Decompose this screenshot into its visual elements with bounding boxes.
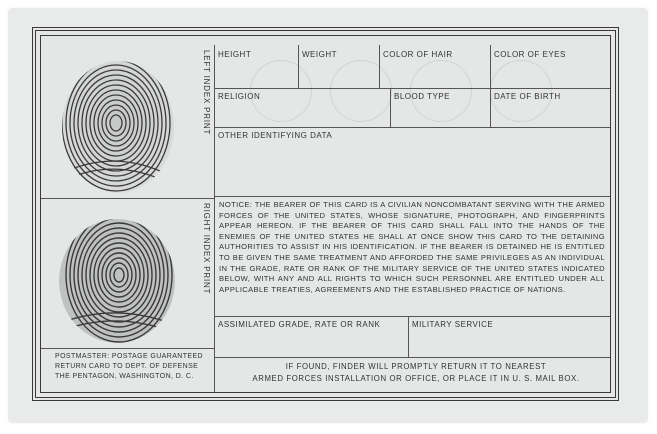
right-index-print-label: RIGHT INDEX PRINT [202, 203, 211, 295]
col-divider [490, 88, 491, 128]
left-fingerprint [58, 55, 178, 195]
watermark-seal [410, 60, 472, 122]
return-notice-line: ARMED FORCES INSTALLATION OR OFFICE, OR PLACE IT IN U. S. MAIL BOX. [252, 374, 580, 383]
row-divider [214, 357, 610, 358]
postmaster-line: RETURN CARD TO DEPT. OF DEFENSE [55, 363, 199, 370]
postmaster-line: POSTMASTER: POSTAGE GUARANTEED [55, 353, 204, 360]
row-divider [214, 127, 610, 128]
return-notice-line: IF FOUND, FINDER WILL PROMPTLY RETURN IT TO NEAREST [285, 362, 547, 371]
other-data-label: OTHER IDENTIFYING DATA [218, 131, 333, 140]
eye-color-label: COLOR OF EYES [494, 50, 566, 59]
height-label: HEIGHT [218, 50, 252, 59]
postmaster-divider [41, 348, 215, 349]
watermark-seal [330, 60, 392, 122]
postmaster-line: THE PENTAGON, WASHINGTON, D. C. [55, 373, 194, 380]
row-divider [214, 88, 610, 89]
blood-type-label: BLOOD TYPE [394, 92, 450, 101]
row-divider [214, 316, 610, 317]
military-service-label: MILITARY SERVICE [412, 320, 494, 329]
weight-label: WEIGHT [302, 50, 337, 59]
postmaster-instructions [55, 352, 215, 382]
noncombatant-notice: NOTICE: THE BEARER OF THIS CARD IS A CIVILIAN NONCOMBATANT SERVING WITH THE ARMED FORCES OF THE UNITED STATES, WHOSE SIGNATURE, PHOTOGRAPH, AND FINGERPRINTS APPEAR HEREON. IF THE BEARER OF THIS CARD SHALL FALL INTO THE HANDS OF THE ENEMIES OF THE UNITED STATES HE SHALL AT ONCE SHOW THIS CARD TO THE DETAINING AUTHORITIES TO ASSIST IN HIS IDENTIFICATION. IF THE BEARER IS DETAINED HE IS ENTITLED TO BE GIVEN THE SAME TREATMENT AND AFFORDED THE SAME PRIVILEGES AS AN INDIVIDUAL IN THE GRADE, RATE OR RANK OF THE MILITARY SERVICE OF THE UNITED STATES INDICATED BELOW, WITH ANY AND ALL RIGHTS TO WHICH SUCH PERSONNEL ARE ENTITLED UNDER ALL APPLICABLE TREATIES, AGREEMENTS AND THE ESTABLISHED PRACTICE OF NATIONS. [219, 200, 605, 294]
left-index-print-label: LEFT INDEX PRINT [202, 50, 211, 136]
print-divider [41, 198, 215, 199]
watermark-seal [250, 60, 312, 122]
grade-rank-label: ASSIMILATED GRADE, RATE OR RANK [218, 320, 381, 329]
col-divider [490, 45, 491, 89]
return-notice [216, 361, 616, 385]
date-of-birth-label: DATE OF BIRTH [494, 92, 561, 101]
col-divider [298, 45, 299, 89]
col-divider [379, 45, 380, 89]
print-column-divider [214, 45, 215, 392]
watermark-seal [490, 60, 552, 122]
right-fingerprint [55, 215, 180, 345]
col-divider [390, 88, 391, 128]
col-divider [408, 316, 409, 358]
hair-color-label: COLOR OF HAIR [383, 50, 453, 59]
row-divider [214, 196, 610, 197]
religion-label: RELIGION [218, 92, 261, 101]
